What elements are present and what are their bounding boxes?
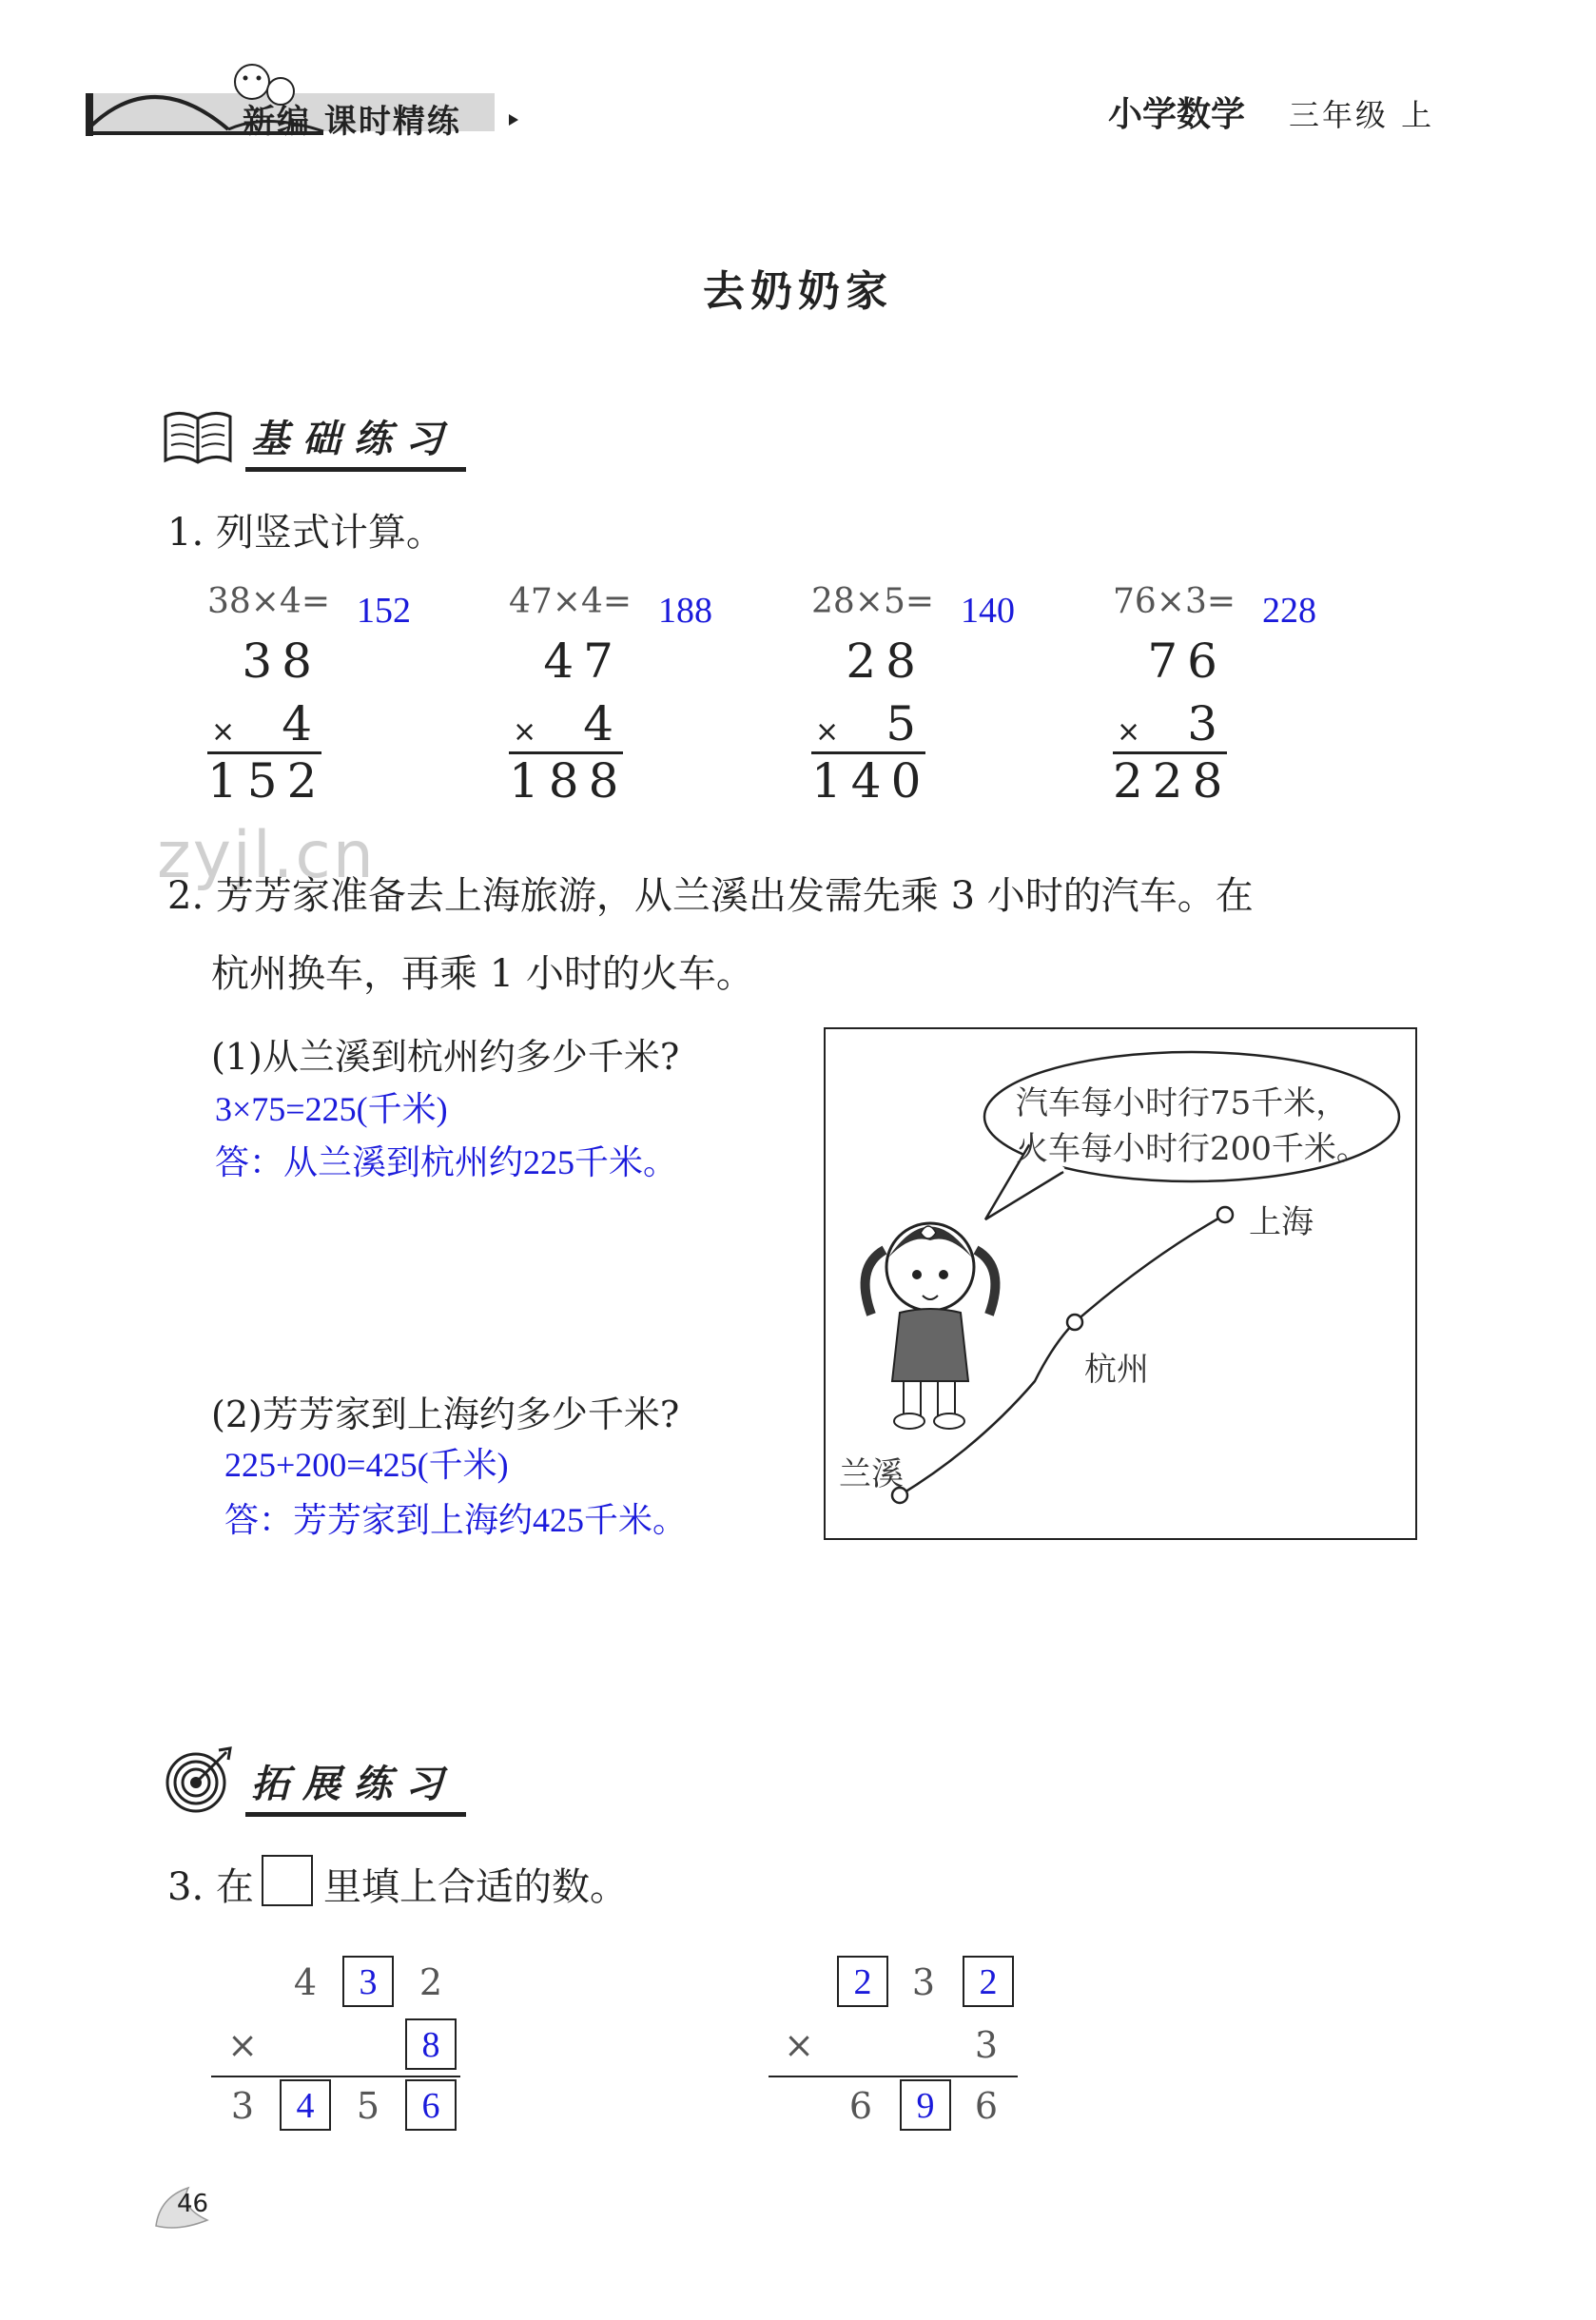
q1-mult-4: 3	[1187, 696, 1227, 751]
q1-times-3: ×	[815, 715, 840, 749]
map-label-lanxi: 兰溪	[839, 1455, 904, 1493]
q3-left-times: ×	[227, 2024, 258, 2066]
q3-right-r3-box: 9	[900, 2079, 951, 2131]
q2-sub1-answer: 答：从兰溪到杭州约225千米。	[215, 1143, 678, 1181]
q3-left-r1-c1: 4	[293, 1961, 318, 2003]
bubble-line-2: 火车每小时行200千米。	[1016, 1130, 1369, 1168]
q1-result-4: 228	[1113, 753, 1233, 809]
q3-left-r1-c3: 2	[418, 1961, 443, 2003]
page-title: 去奶奶家	[703, 267, 893, 316]
q1-answer-4: 228	[1262, 591, 1316, 631]
q2-sub2-calc: 225+200=425(千米)	[224, 1446, 509, 1484]
q3-prompt-before: 3. 在	[167, 1865, 254, 1909]
q1-expr-2: 47×4=	[509, 582, 633, 621]
q2-sub1-calc: 3×75=225(千米)	[215, 1090, 448, 1128]
q1-times-4: ×	[1117, 715, 1141, 749]
map-label-hangzhou: 杭州	[1084, 1351, 1149, 1389]
q3-left-r1-box: 3	[342, 1956, 394, 2007]
q1-times-2: ×	[513, 715, 537, 749]
q1-answer-1: 152	[357, 591, 411, 631]
q1-prompt: 1. 列竖式计算。	[167, 511, 444, 555]
q3-right-times: ×	[784, 2024, 814, 2066]
q3-left-r3-box-1: 4	[280, 2079, 331, 2131]
section-extended-label: 拓展练习	[245, 1754, 466, 1817]
q2-sub1-question: (1)从兰溪到杭州约多少千米?	[211, 1036, 680, 1078]
q1-top-2: 47	[543, 634, 623, 689]
q1-mult-1: 4	[282, 696, 321, 751]
q2-sub2-answer: 答：芳芳家到上海约425千米。	[224, 1501, 688, 1539]
q1-result-1: 152	[207, 753, 327, 809]
q3-empty-box	[262, 1855, 313, 1906]
q3-left-r2-box: 8	[405, 2018, 457, 2070]
grade-label: 三年级 上	[1289, 97, 1435, 133]
open-book-icon	[160, 398, 236, 474]
q1-result-2: 188	[509, 753, 629, 809]
q3-left-rule	[211, 2076, 460, 2077]
q1-times-1: ×	[211, 715, 236, 749]
q2-sub2-question: (2)芳芳家到上海约多少千米?	[211, 1394, 680, 1435]
q1-top-3: 28	[846, 634, 925, 689]
series-title: 新编 课时精练	[243, 103, 461, 141]
bubble-line-1: 汽车每小时行75千米，	[1016, 1084, 1349, 1122]
q3-right-r1-box-2: 2	[963, 1956, 1014, 2007]
q3-right-r1-c2: 3	[911, 1961, 936, 2003]
q3-prompt-after: 里填上合适的数。	[323, 1865, 628, 1909]
q2-line-1: 2. 芳芳家准备去上海旅游，从兰溪出发需先乘 3 小时的汽车。在	[167, 874, 1254, 918]
q3-left-r3-c3: 5	[356, 2085, 380, 2127]
q3-right-r3-c3: 6	[974, 2085, 999, 2127]
section-basic-label: 基础练习	[245, 409, 466, 472]
map-illustration	[824, 1027, 1417, 1540]
q1-top-1: 38	[242, 634, 321, 689]
q1-expr-4: 76×3=	[1113, 582, 1236, 621]
q3-right-rule	[769, 2076, 1018, 2077]
q3-right-r2-c2: 3	[974, 2024, 999, 2066]
map-label-shanghai: 上海	[1249, 1203, 1314, 1241]
q2-line-2: 杭州换车，再乘 1 小时的火车。	[211, 952, 754, 996]
q1-top-4: 76	[1147, 634, 1227, 689]
q1-expr-3: 28×5=	[811, 582, 935, 621]
subject-label: 小学数学	[1108, 95, 1246, 134]
q1-mult-2: 4	[583, 696, 623, 751]
page-number: 46	[177, 2190, 209, 2218]
q3-left-r3-c1: 3	[230, 2085, 255, 2127]
q3-right-r1-box-1: 2	[837, 1956, 888, 2007]
q3-left-r3-box-2: 6	[405, 2079, 457, 2131]
watermark: zyjl.cn	[157, 818, 376, 893]
q3-right-r3-c1: 6	[848, 2085, 873, 2127]
q1-result-3: 140	[811, 753, 931, 809]
q1-answer-2: 188	[658, 591, 712, 631]
q1-expr-1: 38×4=	[207, 582, 331, 621]
target-icon	[160, 1743, 236, 1819]
q1-mult-3: 5	[886, 696, 925, 751]
q1-answer-3: 140	[961, 591, 1015, 631]
